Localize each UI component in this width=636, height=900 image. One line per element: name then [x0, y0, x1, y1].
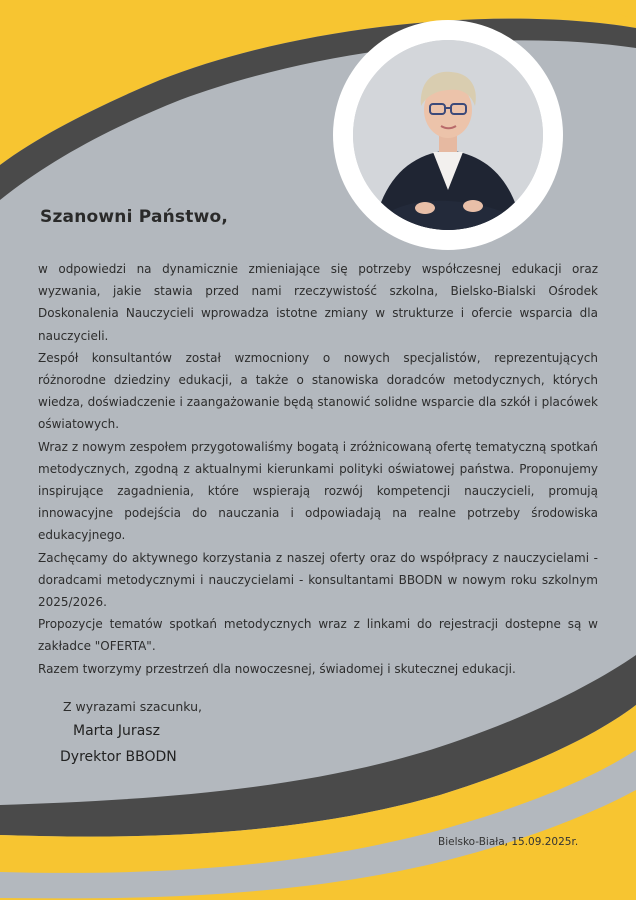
- letter-closing: Z wyrazami szacunku,: [63, 699, 203, 714]
- letter-paragraph: Zachęcamy do aktywnego korzystania z naszej oferty oraz do współpracy z nauczycielami - doradcami metodycznymi i nauczycielami - konsultantami BBODN w nowym roku szkolnym 2025/2026.: [38, 550, 598, 610]
- letter-paragraph: Propozycje tematów spotkań metodycznych wraz z linkami do rejestracji dostepne są w zakładce "OFERTA".: [38, 617, 598, 654]
- letter-paragraph: Razem tworzymy przestrzeń dla nowoczesnej, świadomej i skutecznej edukacji.: [38, 661, 516, 676]
- letter-greeting: Szanowni Państwo,: [40, 207, 229, 227]
- letter-paragraph: w odpowiedzi na dynamicznie zmieniające się potrzeby współczesnej edukacji oraz wyzwania, jakie stawia przed nami rzeczywistość szkolna, Bielsko-Bialski Ośrodek Doskonalenia Nauczycieli wprowadza istotne zmiany w strukturze i ofercie wsparcia dla nauczycieli.: [38, 262, 598, 343]
- letter-body: [38, 258, 598, 680]
- signer-role: Dyrektor BBODN: [60, 749, 177, 765]
- signer-name: Marta Jurasz: [73, 723, 160, 739]
- letter-paragraph: Wraz z nowym zespołem przygotowaliśmy bogatą i zróżnicowaną ofertę tematyczną spotkań metodycznych, zgodną z aktualnymi kierunkami polityki oświatowej państwa. Proponujemy inspirujące zagadnienia, które wspierają rozwój kompetencji nauczycieli, promują innowacyjne podejścia do nauczania i odpowiadają na realne potrzeby środowiska edukacyjnego.: [38, 439, 598, 543]
- portrait-photo: [353, 40, 543, 230]
- date-line: Bielsko-Biała, 15.09.2025r.: [438, 836, 579, 848]
- letter-paragraph: Zespół konsultantów został wzmocniony o nowych specjalistów, reprezentujących różnorodne dziedziny edukacji, a także o stanowiska doradców metodycznych, których wiedza, doświadczenie i zaangażowanie będą stanowić solidne wsparcie dla szkół i placówek oświatowych.: [38, 350, 598, 432]
